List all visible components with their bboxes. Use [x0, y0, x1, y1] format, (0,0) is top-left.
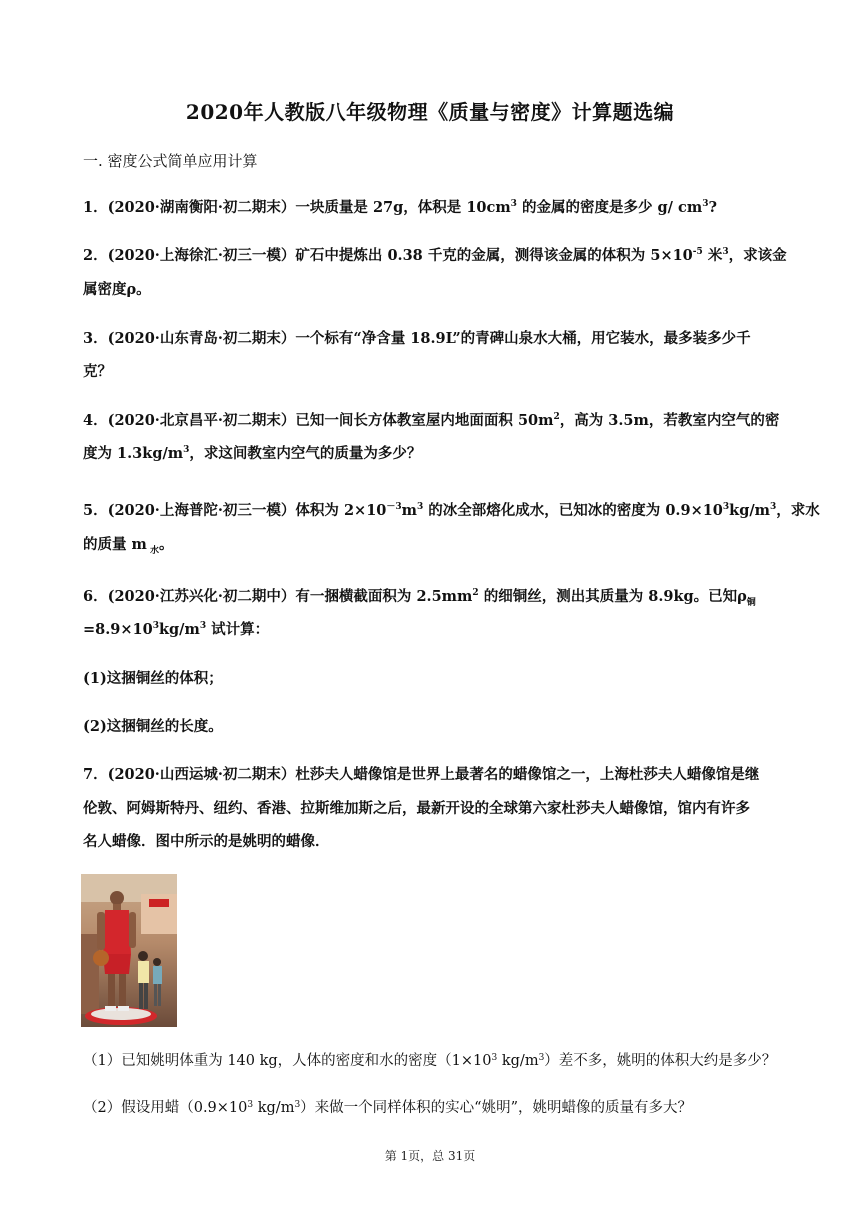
q5-sup: 3 [416, 502, 424, 512]
q4-text: ，高为 3.5m，若教室内空气的密 [559, 412, 780, 429]
q6-text: =8.9×10 [83, 621, 153, 638]
q4-sup: 3 [183, 445, 190, 455]
q2-text: ，求该金 [728, 247, 787, 264]
question-6 [83, 584, 778, 616]
q6-text: kg/m [158, 621, 200, 638]
q2-text: 米 [702, 247, 723, 264]
q1-text: 1．(2020·湖南衡阳·初二期末）一块质量是 27g，体积是 10cm [83, 199, 511, 216]
q5-text: kg/m [729, 502, 770, 519]
wax-figure-photo [81, 874, 177, 1027]
question-4-line-2 [83, 441, 778, 466]
q1-sup: 3 [702, 199, 709, 209]
question-6-part-2: (2)这捆铜丝的长度。 [83, 718, 223, 735]
q7-sub-text: （1）已知姚明体重为 140 kg，人体的密度和水的密度（1×10 [83, 1053, 492, 1069]
question-7-sub-2 [83, 1096, 692, 1121]
q7-sup: 3 [294, 1100, 301, 1110]
page-footer: 第 1页，总 31页 [384, 1149, 476, 1163]
question-6-part-1: (1)这捆铜丝的体积； [83, 670, 223, 687]
q2-sup: 3 [722, 247, 729, 257]
q1-text: 的金属的密度是多少 g/ cm [516, 199, 703, 216]
question-7: 7．(2020·山西运城·初二期末）杜莎夫人蜡像馆是世界上最著名的蜡像馆之一，上海杜莎夫人蜡像馆是继 [83, 766, 760, 783]
q1-sup: 3 [510, 199, 517, 209]
q2-sup: -5 [692, 247, 703, 257]
q4-text: ，求这间教室内空气的质量为多少？ [189, 445, 422, 462]
question-5-line-2 [83, 532, 778, 564]
q5-sup: 3 [722, 502, 730, 512]
section-heading: 一. 密度公式简单应用计算 [83, 152, 258, 170]
q5-sub: 水 [146, 545, 160, 556]
q6-sub: 铜 [746, 597, 756, 608]
q7-sup: 3 [491, 1053, 498, 1063]
question-5 [83, 498, 820, 523]
q6-sup: 3 [199, 621, 207, 631]
question-2 [83, 243, 787, 268]
photo-icon [81, 874, 177, 1027]
q4-text: 度为 1.3kg/m [83, 445, 184, 462]
question-7-line-2: 伦敦、阿姆斯特丹、纽约、香港、拉斯维加斯之后，最新开设的全球第六家杜莎夫人蜡像馆，馆内有许多 [83, 800, 750, 817]
question-1 [83, 195, 778, 220]
page-title: 2020年人教版八年级物理《质量与密度》计算题选编 [185, 100, 675, 124]
q5-text: m [401, 502, 417, 519]
q5-text: 5．(2020·上海普陀·初三一模）体积为 2×10 [83, 502, 387, 519]
q7-sup: 3 [247, 1100, 254, 1110]
q5-text: 。 [159, 536, 174, 553]
q6-text: 试计算： [206, 621, 270, 638]
q7-sup: 3 [538, 1053, 545, 1063]
q6-sup: 2 [472, 588, 479, 598]
question-4 [83, 408, 778, 433]
q2-text: 2．(2020·上海徐汇·初三一模）矿石中提炼出 0.38 千克的金属，测得该金属的体积为 5×10 [83, 247, 693, 264]
q5-text: 的冰全部熔化成水，已知冰的密度为 0.9×10 [423, 502, 723, 519]
question-3-line-2: 克？ [83, 363, 112, 380]
q5-text: 的质量 m [83, 536, 147, 553]
q5-text: ，求水 [776, 502, 820, 519]
q7-sub-text: kg/m [253, 1100, 295, 1116]
question-3: 3．(2020·山东青岛·初二期末）一个标有“净含量 18.9L”的青碑山泉水大桶，用它装水，最多装多少千 [83, 330, 751, 347]
q1-text: ? [708, 199, 717, 216]
question-6-line-2 [83, 617, 778, 642]
question-7-line-3: 名人蜡像．图中所示的是姚明的蜡像． [83, 833, 330, 850]
question-7-sub-1 [83, 1049, 776, 1074]
q6-text: 6．(2020·江苏兴化·初二期中）有一捆横截面积为 2.5mm [83, 588, 473, 605]
q7-sub-text: （2）假设用蜡（0.9×10 [83, 1100, 248, 1116]
q5-sup: 3 [770, 502, 777, 512]
q5-sup: －3 [386, 502, 402, 512]
q4-sup: 2 [553, 412, 560, 422]
q6-text: 的细铜丝，测出其质量为 8.9kg。已知ρ [478, 588, 747, 605]
q7-sub-text: ）来做一个同样体积的实心“姚明”，姚明蜡像的质量有多大？ [300, 1100, 692, 1116]
q7-sub-text: ）差不多，姚明的体积大约是多少？ [544, 1053, 777, 1069]
q7-sub-text: kg/m [497, 1053, 539, 1069]
q4-text: 4．(2020·北京昌平·初二期末）已知一间长方体教室屋内地面面积 50m [83, 412, 554, 429]
question-2-line-2: 属密度ρ。 [83, 281, 151, 298]
q6-sup: 3 [152, 621, 159, 631]
